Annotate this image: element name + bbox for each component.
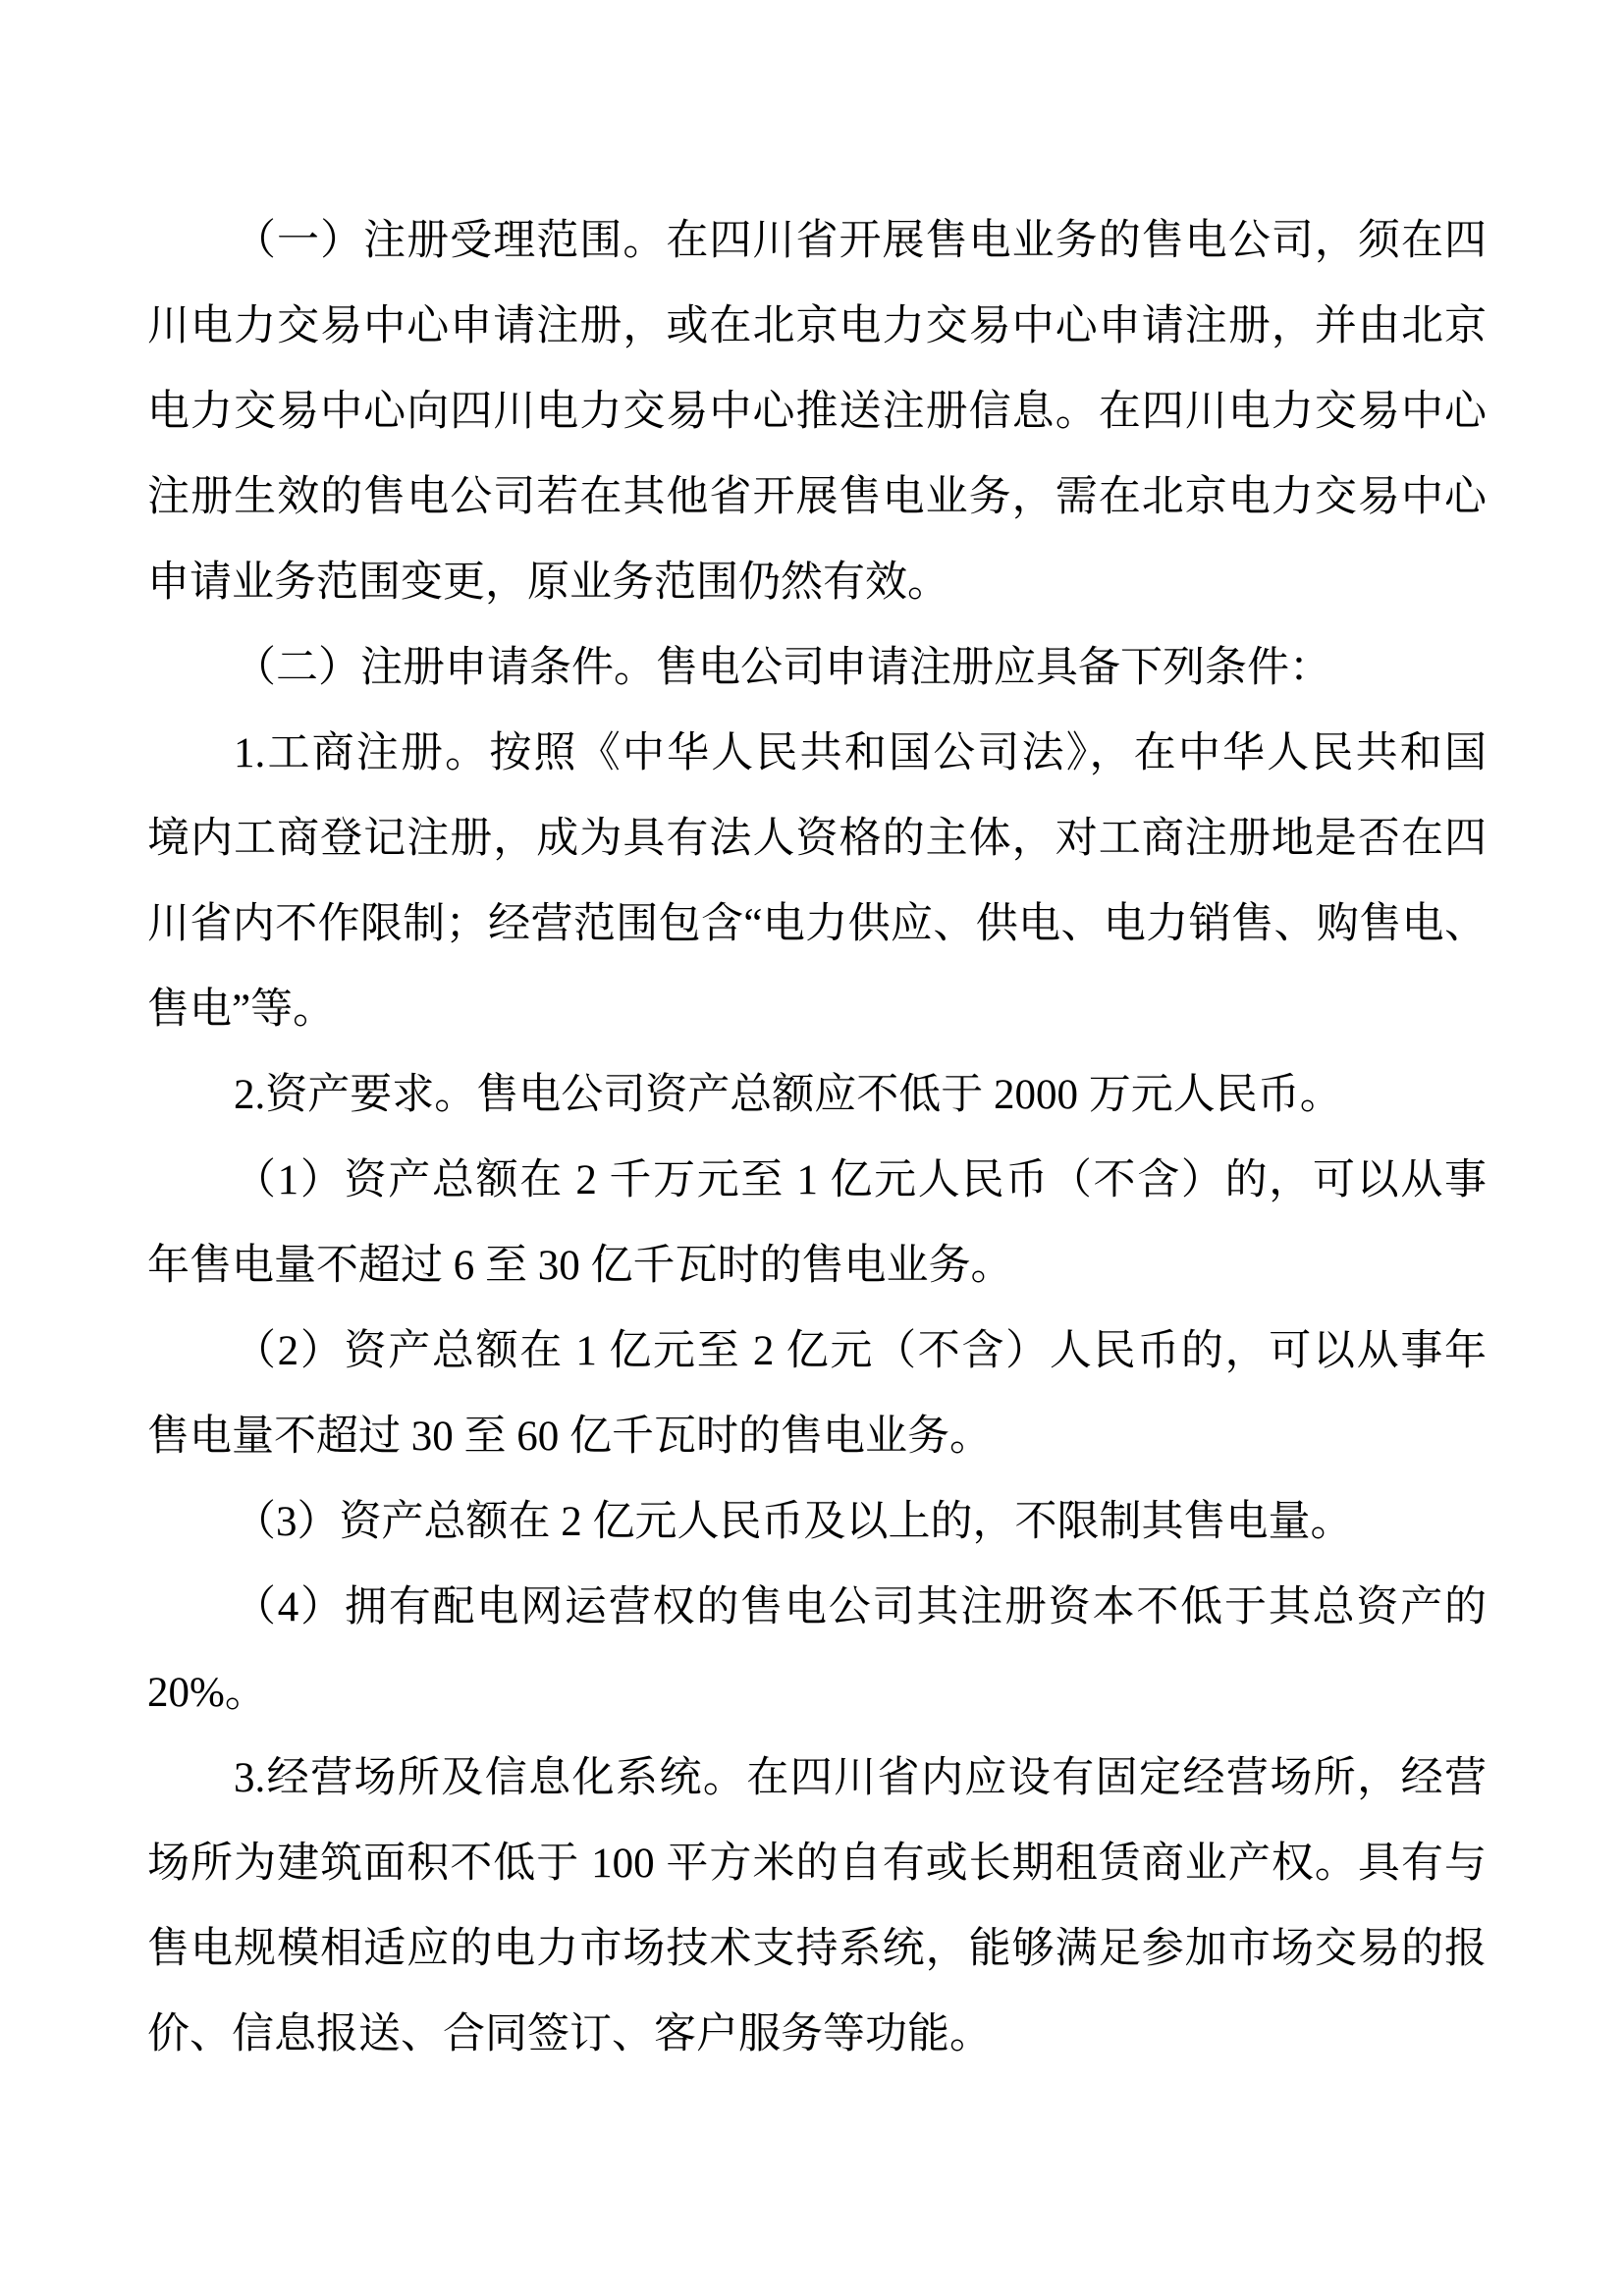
text-line: 1.工商注册。按照《中华人民共和国公司法》，在中华人民共和国 bbox=[234, 730, 1487, 776]
text-line: （一）注册受理范围。在四川省开展售电业务的售电公司，须在四 bbox=[234, 218, 1487, 264]
text-line: 价、信息报送、合同签订、客户服务等功能。 bbox=[147, 2011, 992, 2057]
para-asset-tier-3 bbox=[147, 1479, 1487, 1565]
text-line: 售电”等。 bbox=[147, 987, 336, 1033]
para-asset-tier-4-distribution-grid bbox=[147, 1565, 1487, 1735]
text-line: 年售电量不超过 6 至 30 亿千瓦时的售电业务。 bbox=[147, 1243, 1013, 1289]
text-line: （1）资产总额在 2 千万元至 1 亿元人民币（不含）的，可以从事 bbox=[234, 1157, 1487, 1203]
para-registration-conditions-heading bbox=[147, 625, 1487, 711]
text-line: 3.经营场所及信息化系统。在四川省内应设有固定经营场所，经营 bbox=[234, 1755, 1487, 1801]
text-line: 售电规模相适应的电力市场技术支持系统，能够满足参加市场交易的报 bbox=[147, 1926, 1487, 1972]
text-line: 电力交易中心向四川电力交易中心推送注册信息。在四川电力交易中心 bbox=[147, 389, 1487, 435]
text-line: （3）资产总额在 2 亿元人民币及以上的，不限制其售电量。 bbox=[234, 1499, 1353, 1545]
text-line: 境内工商登记注册，成为具有法人资格的主体，对工商注册地是否在四 bbox=[147, 816, 1487, 862]
para-registration-scope bbox=[147, 198, 1487, 625]
para-condition-business-registration bbox=[147, 711, 1487, 1052]
text-line: 申请业务范围变更，原业务范围仍然有效。 bbox=[147, 560, 949, 606]
para-asset-tier-1 bbox=[147, 1138, 1487, 1308]
text-line: 场所为建筑面积不低于 100 平方米的自有或长期租赁商业产权。具有与 bbox=[147, 1841, 1487, 1887]
text-line: （二）注册申请条件。售电公司申请注册应具备下列条件： bbox=[234, 645, 1331, 691]
text-line: （4）拥有配电网运营权的售电公司其注册资本不低于其总资产的 bbox=[234, 1584, 1487, 1630]
para-premises-and-it-system bbox=[147, 1735, 1487, 2077]
text-line: 川省内不作限制；经营范围包含“电力供应、供电、电力销售、购售电、 bbox=[147, 901, 1487, 947]
para-asset-tier-2 bbox=[147, 1308, 1487, 1479]
text-line: 售电量不超过 30 至 60 亿千瓦时的售电业务。 bbox=[147, 1414, 992, 1460]
text-line: 川电力交易中心申请注册，或在北京电力交易中心申请注册，并由北京 bbox=[147, 303, 1487, 349]
text-line: （2）资产总额在 1 亿元至 2 亿元（不含）人民币的，可以从事年 bbox=[234, 1328, 1487, 1374]
text-line: 2.资产要求。售电公司资产总额应不低于 2000 万元人民币。 bbox=[234, 1072, 1342, 1118]
text-line: 20%。 bbox=[147, 1670, 267, 1716]
text-line: 注册生效的售电公司若在其他省开展售电业务，需在北京电力交易中心 bbox=[147, 474, 1487, 520]
para-asset-requirement bbox=[147, 1052, 1487, 1138]
